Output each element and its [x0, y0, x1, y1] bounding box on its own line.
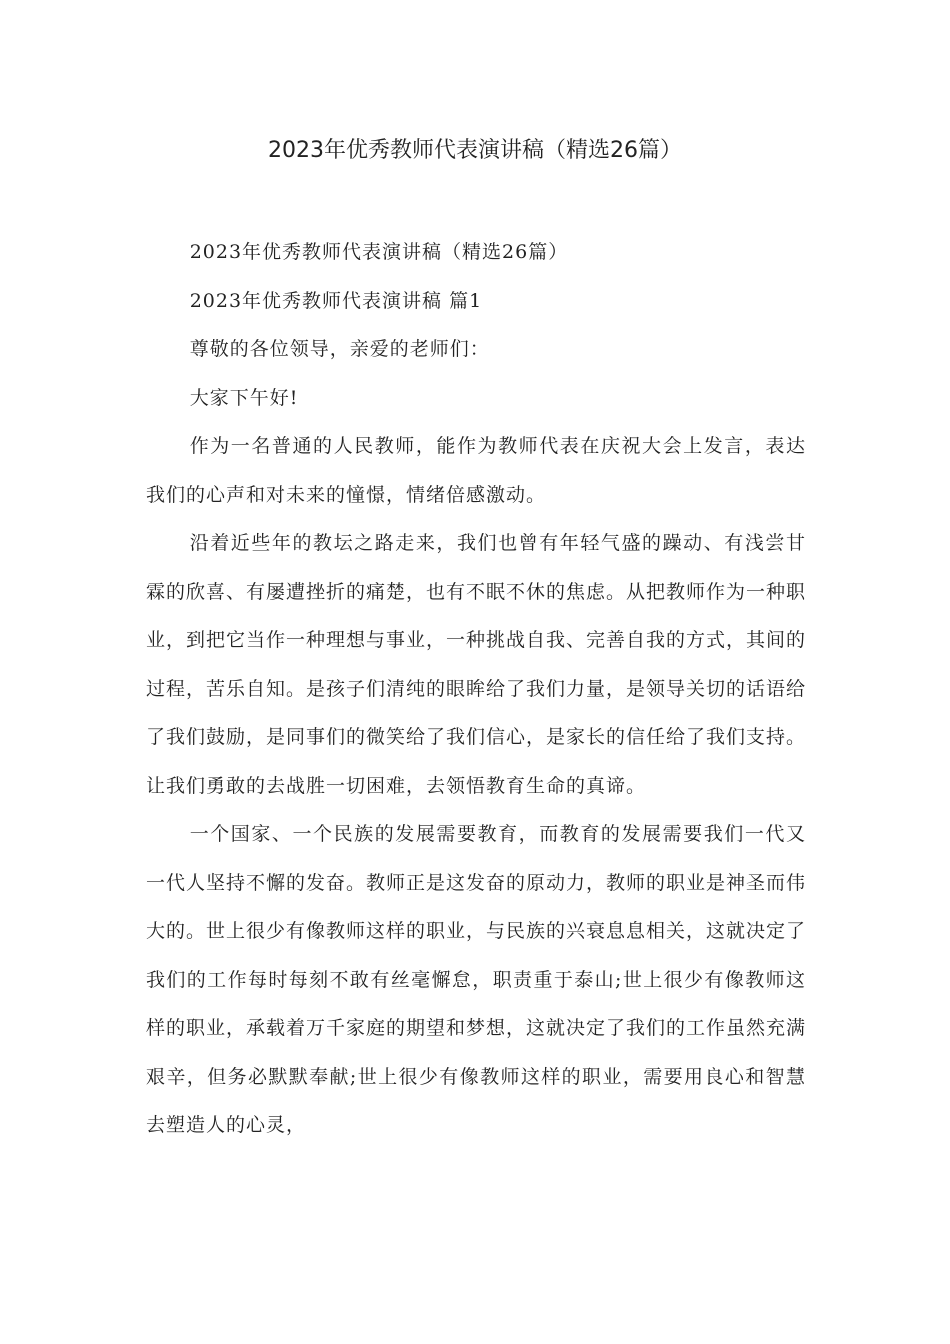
document-title: 2023年优秀教师代表演讲稿（精选26篇） — [268, 138, 682, 163]
paragraph-greeting: 大家下午好! — [189, 386, 299, 409]
paragraph-body: 一个国家、一个民族的发展需要教育，而教育的发展需要我们一代又一代人坚持不懈的发奋。教师正是这发奋的原动力，教师的职业是神圣而伟大的。世上很少有像教师这样的职业，与民族的兴衰息息相关，这就决定了我们的工作每时每刻不敢有丝毫懈怠，职责重于泰山;世上很少有像教师这样的职业，承载着万千家庭的期望和梦想，这就决定了我们的工作虽然充满艰辛，但务必默默奉献;世上很少有像教师这样的职业，需要用良心和智慧去塑造人的心灵， — [146, 823, 807, 1136]
paragraph-body: 作为一名普通的人民教师，能作为教师代表在庆祝大会上发言，表达我们的心声和对未来的憧憬，情绪倍感激动。 — [146, 435, 806, 506]
paragraph-section-heading: 2023年优秀教师代表演讲稿 篇1 — [189, 289, 483, 312]
document-body — [146, 228, 806, 1150]
paragraph-subtitle: 2023年优秀教师代表演讲稿（精选26篇） — [189, 241, 569, 263]
paragraph-salutation: 尊敬的各位领导，亲爱的老师们： — [189, 338, 490, 360]
paragraph-body: 沿着近些年的教坛之路走来，我们也曾有年轻气盛的躁动、有浅尝甘霖的欣喜、有屡遭挫折的痛楚，也有不眠不休的焦虑。从把教师作为一种职业，到把它当作一种理想与事业，一种挑战自我、完善自我的方式，其间的过程，苦乐自知。是孩子们清纯的眼眸给了我们力量，是领导关切的话语给了我们鼓励，是同事们的微笑给了我们信心，是家长的信任给了我们支持。让我们勇敢的去战胜一切困难，去领悟教育生命的真谛。 — [146, 532, 807, 797]
